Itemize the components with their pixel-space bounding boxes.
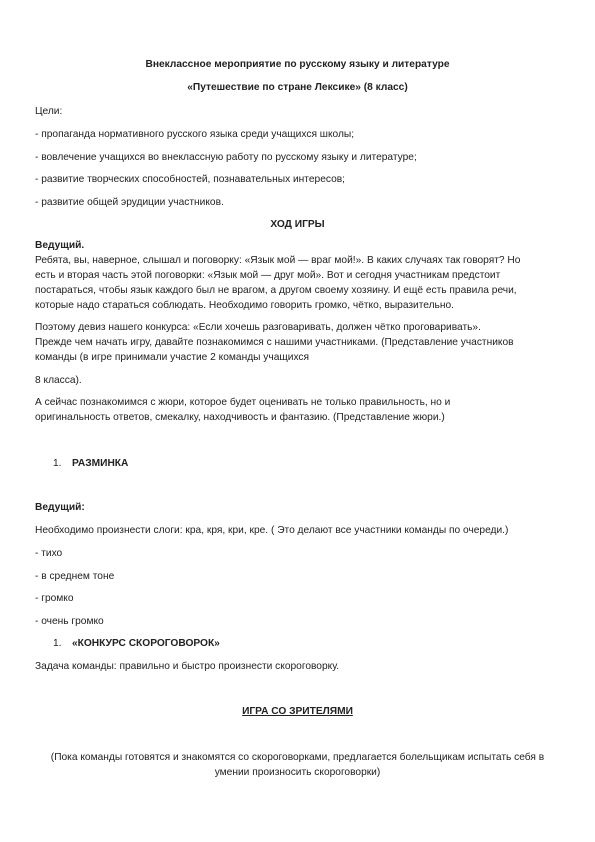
paragraph-line: Ребята, вы, наверное, слышал и поговорку: «Язык мой — враг мой!». В каких случаях так говорят? Но (35, 255, 521, 266)
section-title-warmup: РАЗМИНКА (72, 458, 129, 469)
goal-item: - вовлечение учащихся во внеклассную работу по русскому языку и литературе; (35, 152, 417, 163)
paragraph-line: есть и вторая часть этой поговорки: «Язык мой — друг мой». Вот и сегодня участникам предстоит (35, 270, 501, 281)
goal-item: - развитие творческих способностей, познавательных интересов; (35, 174, 345, 185)
game-heading: ХОД ИГРЫ (270, 219, 325, 230)
goal-item: - развитие общей эрудиции участников. (35, 197, 224, 208)
list-item: - в среднем тоне (35, 571, 115, 582)
audience-note-line: (Пока команды готовятся и знакомятся со скороговорками, предлагается болельщикам испытать себя в (50, 752, 545, 763)
section-number: 1. (53, 458, 62, 469)
paragraph-line: постараться, чтобы язык каждого был не врагом, а другом своему хозяину. И ещё есть правила речи, (35, 285, 517, 296)
header-line-2: «Путешествие по стране Лексике» (8 класс) (187, 82, 408, 93)
paragraph-line: 8 класса). (35, 375, 82, 386)
audience-game-heading: ИГРА СО ЗРИТЕЛЯМИ (242, 706, 353, 717)
paragraph-line: Прежде чем начать игру, давайте познакомимся с нашими участниками. (Представление участников (35, 337, 514, 348)
list-item: - очень громко (35, 616, 104, 627)
host-label: Ведущий. (35, 240, 85, 251)
paragraph-line: которые надо стараться соблюдать. Необходимо говорить громко, чётко, выразительно. (35, 300, 454, 311)
list-item: - громко (35, 593, 74, 604)
audience-note-line: умении произносить скороговорки) (214, 767, 381, 778)
paragraph-line: Поэтому девиз нашего конкурса: «Если хочешь разговаривать, должен чётко проговаривать». (35, 322, 481, 333)
task-text: Необходимо произнести слоги: кра, кря, кри, кре. ( Это делают все участники команды по очереди.) (35, 525, 509, 536)
header-line-1: Внеклассное мероприятие по русскому языку и литературе (145, 59, 450, 70)
paragraph-line: А сейчас познакомимся с жюри, которое будет оценивать не только правильность, но и (35, 397, 451, 408)
section-title-tongue-twisters: «КОНКУРС СКОРОГОВОРОК» (72, 638, 220, 649)
paragraph-line: оригинальность ответов, смекалку, находчивость и фантазию. (Представление жюри.) (35, 412, 445, 423)
host-label: Ведущий: (35, 502, 85, 513)
task-text: Задача команды: правильно и быстро произнести скороговорку. (35, 661, 340, 672)
goal-item: - пропаганда нормативного русского языка среди учащихся школы; (35, 129, 355, 140)
section-number: 1. (53, 638, 62, 649)
paragraph-line: команды (в игре принимали участие 2 команды учащихся (35, 352, 310, 363)
list-item: - тихо (35, 548, 63, 559)
goals-title: Цели: (35, 106, 63, 117)
